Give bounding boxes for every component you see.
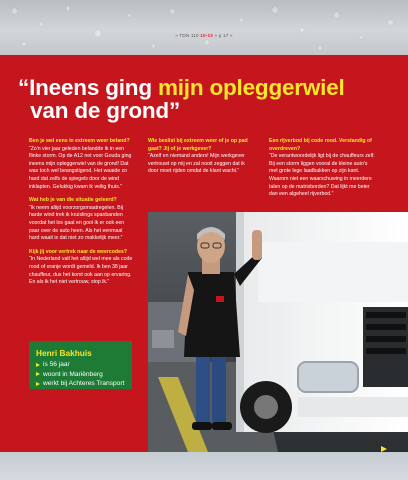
question: Wie beslist bij extreem weer of je op pad gaat? Jij of je werkgever? <box>148 138 248 152</box>
qa-block <box>269 138 377 199</box>
photo-illustration <box>148 212 408 452</box>
article-headline <box>18 76 378 122</box>
qa-block <box>148 138 252 176</box>
driver-fact <box>36 370 124 380</box>
folio-page-number: p 17 <box>218 33 229 38</box>
interview-column-1 <box>29 138 134 293</box>
question: Kijk jij voor vertrek naar de weercodes? <box>29 248 128 255</box>
rain-texture-band <box>0 0 408 55</box>
headline-highlight: mijn opleggerwiel <box>157 75 345 100</box>
answer: “Azelf en niemand anders! Mijn werkgever vertrouwt op mij en zal nooit zeggen dat ik door moet rijden omdat de klant wacht.” <box>148 153 245 175</box>
driver-fact-text: is 56 jaar <box>43 361 70 368</box>
folio-end-mark: « <box>230 33 233 38</box>
qa-block <box>29 138 134 191</box>
interview-column-3 <box>269 138 377 205</box>
driver-fact <box>36 379 124 389</box>
folio-separator: » <box>214 33 218 38</box>
answer: “De verantwoordelijk ligt bij de chauffeurs zelf. Bij een storm liggen vooral de kleine auto's met grote lege laadbakken op zijn kant. Waarom niet een waarschuwing in meerdere talen op de matrixborden? Dat lijkt me beter dan een algeheel rijverbod.” <box>269 153 375 198</box>
question: Wat heb je van die situatie geleerd? <box>29 197 117 204</box>
driver-name: Henri Bakhuis <box>36 348 92 358</box>
driver-truck-photo <box>148 212 408 452</box>
headline-part-2: van de grond <box>30 98 169 123</box>
headline-part-1: Ineens ging <box>29 75 158 100</box>
answer: “Ik neem altijd voorzorgsmaatregelen. Bij harde wind trek ik kruislings spanbanden voordat het los gaat en gooi ik er ook een paar over de auto heen. Als het eenmaal hard waait is dat niet zo makkelijk meer.” <box>29 204 125 242</box>
headline-close-quote: ” <box>168 98 181 123</box>
driver-fact <box>36 360 124 370</box>
driver-facts-list <box>36 360 124 389</box>
driver-fact-text: werkt bij Achteres Transport <box>43 380 125 388</box>
page-folio <box>0 33 408 38</box>
folio-magazine: » TDN 110 <box>175 33 199 38</box>
answer: “In Nederland valt het altijd wel mee als code rood of oranje wordt gemeld. Ik ben 38 jaar chauffeur, dus het komt ook aan op ervaring. En als ik het niet vertrouw, stop ik.” <box>29 256 133 286</box>
bottom-rain-texture <box>0 452 408 480</box>
arrow-bullet-icon <box>36 363 40 367</box>
answer: “Zo'n vier jaar geleden belandde ik in een flinke storm. Op de A12 net voor Gouda ging ineens mijn opleggerwiel van de grond! Dat was toch wel beangstigend. Het waaide zo hard dat zelfs de spiegels door de wind inklapten. Gelukkig kwam ik veilig thuis.” <box>29 145 132 190</box>
continue-arrow-icon <box>381 446 387 452</box>
question: Een rijverbod bij code rood. Verstandig of overdreven? <box>269 138 372 152</box>
driver-info-box <box>29 341 132 389</box>
arrow-bullet-icon <box>36 372 40 376</box>
question: Ben je wel eens in extreem weer beland? <box>29 138 130 144</box>
folio-issue: 10-23 <box>200 33 214 38</box>
driver-fact-text: woont in Mariënberg <box>43 370 103 378</box>
qa-block <box>29 249 134 287</box>
qa-block <box>29 197 134 243</box>
interview-column-2 <box>148 138 252 182</box>
headline-open-quote: “ <box>18 75 30 100</box>
arrow-bullet-icon <box>36 382 40 386</box>
